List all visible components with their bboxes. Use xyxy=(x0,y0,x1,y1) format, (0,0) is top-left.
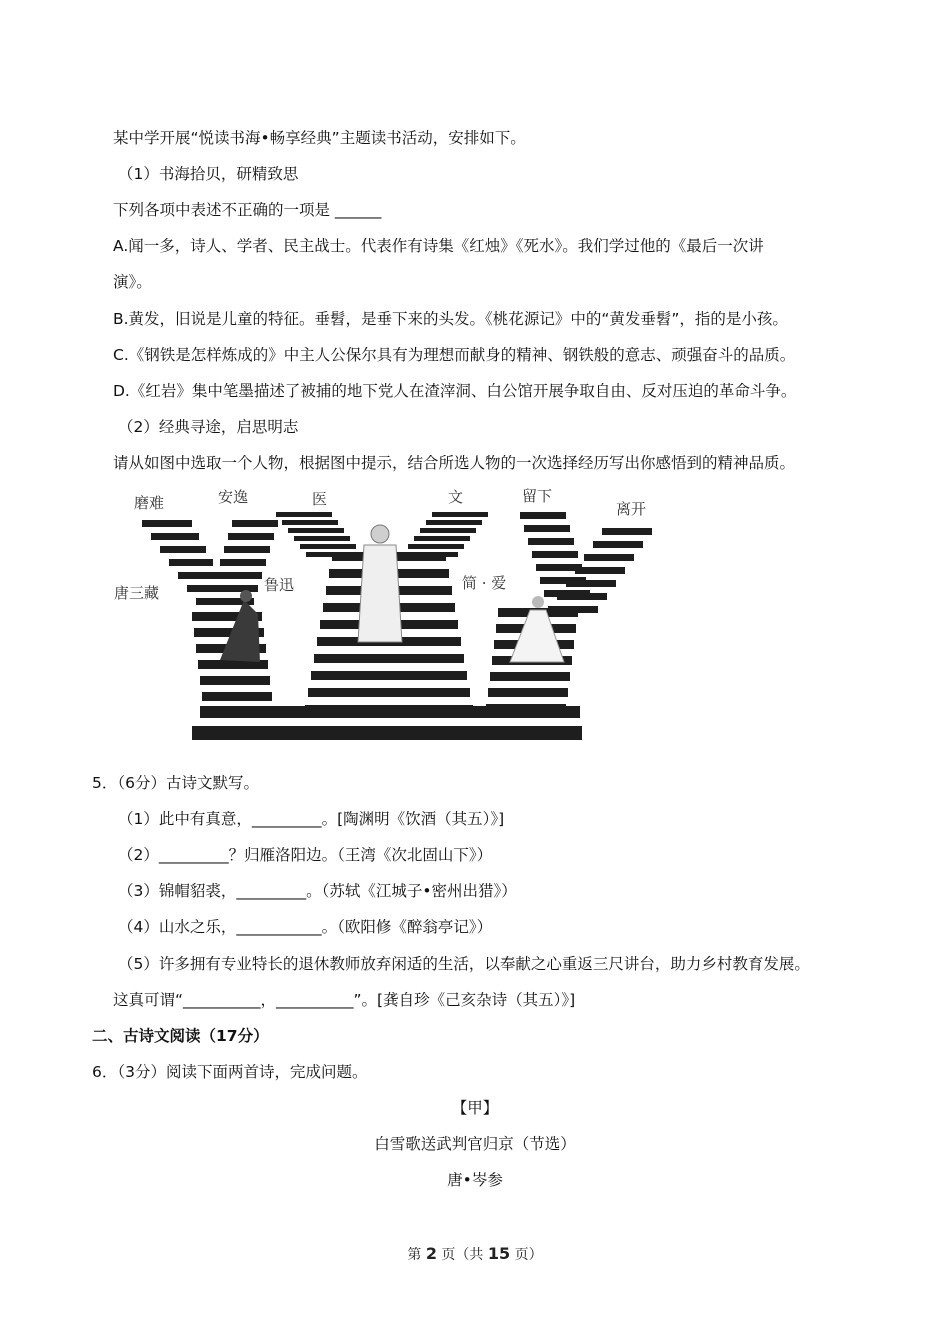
section2-heading: 二、古诗文阅读（17分） xyxy=(92,1027,269,1045)
option-d: D.《红岩》集中笔墨描述了被捕的地下党人在渣滓洞、白公馆开展争取自由、反对压迫的革命斗争。 xyxy=(113,382,797,400)
stair-step xyxy=(314,654,464,663)
part2-title: （2）经典寻途，启思明志 xyxy=(118,418,299,436)
part2-prompt: 请从如图中选取一个人物，根据图中提示，结合所选人物的一次选择经历写出你感悟到的精神品质。 xyxy=(113,454,796,472)
stair-step xyxy=(602,528,652,535)
stair-step xyxy=(536,564,582,571)
stair-step xyxy=(220,559,266,566)
stair-step xyxy=(204,708,274,717)
footer-pre: 第 xyxy=(407,1247,426,1263)
stair-step xyxy=(200,676,270,685)
stair-step xyxy=(294,536,350,541)
option-b: B.黄发，旧说是儿童的特征。垂髫，是垂下来的头发。《桃花源记》中的“黄发垂髫”，指的是小孩。 xyxy=(113,310,788,328)
poem-mark: 【甲】 xyxy=(451,1099,499,1117)
q6-title: 6．（3分）阅读下面两首诗，完成问题。 xyxy=(92,1063,368,1081)
stair-step xyxy=(544,590,590,597)
option-c: C.《钢铁是怎样炼成的》中主人公保尔具有为理想而献身的精神、钢铁般的意志、顽强奋斗的品质。 xyxy=(113,346,796,364)
stair-step xyxy=(402,552,458,557)
q5-item4: （4）山水之乐，___________。（欧阳修《醉翁亭记》） xyxy=(118,918,493,936)
stair-step xyxy=(432,512,488,517)
stair-step xyxy=(408,544,464,549)
stair-step xyxy=(169,559,213,566)
label-likai: 离开 xyxy=(616,500,647,518)
stair-step xyxy=(224,546,270,553)
q5-item2: （2）_________？归雁洛阳边。（王湾《次北固山下》） xyxy=(118,846,493,864)
q5-item5-line1: （5）许多拥有专业特长的退休教师放弃闲适的生活，以奉献之心重返三尺讲台，助力乡村教育发展。 xyxy=(118,955,810,973)
stair-step xyxy=(426,520,482,525)
stair-step xyxy=(308,688,470,697)
stair-step xyxy=(228,533,274,540)
label-luxun: 鲁迅 xyxy=(264,576,295,594)
part1-title: （1）书海拾贝，研精致思 xyxy=(118,165,299,183)
stair-step xyxy=(584,554,634,561)
stair-step xyxy=(540,577,586,584)
q5-title: 5．（6分）古诗文默写。 xyxy=(92,774,259,792)
footer-page-number: 2 xyxy=(425,1244,437,1263)
stair-step xyxy=(414,536,470,541)
stair-step xyxy=(520,512,566,519)
stair-step xyxy=(151,533,199,540)
stair-step xyxy=(488,688,568,697)
label-monan: 磨难 xyxy=(134,494,165,512)
label-wen: 文 xyxy=(448,488,464,506)
stair-step xyxy=(524,525,570,532)
stair-step xyxy=(311,671,467,680)
stair-step xyxy=(276,512,332,517)
stair-step xyxy=(212,585,258,592)
label-tangsanzang: 唐三藏 xyxy=(114,584,160,602)
page-footer xyxy=(0,1244,950,1264)
part1-prompt: 下列各项中表述不正确的一项是 ______ xyxy=(113,201,382,219)
stair-step xyxy=(528,538,574,545)
stair-step xyxy=(282,520,338,525)
option-a-line2: 演》。 xyxy=(113,273,152,291)
label-yi: 医 xyxy=(312,490,328,508)
staircase-figure xyxy=(112,482,660,744)
stair-step xyxy=(532,551,578,558)
option-a-line1: A.闻一多，诗人、学者、民主战士。代表作有诗集《红烛》《死水》。我们学过他的《最后一次讲 xyxy=(113,237,764,255)
footer-mid: 页（共 xyxy=(436,1247,488,1263)
poem-title: 白雪歌送武判官归京（节选） xyxy=(374,1135,576,1153)
stair-step xyxy=(486,704,566,713)
stair-step xyxy=(178,572,220,579)
stair-step xyxy=(142,520,192,527)
stair-step xyxy=(490,672,570,681)
label-jianai: 简 · 爱 xyxy=(462,574,507,592)
stair-step xyxy=(192,726,582,740)
stair-step xyxy=(288,528,344,533)
stair-step xyxy=(300,544,356,549)
stair-step xyxy=(232,520,278,527)
stair-step xyxy=(202,692,272,701)
stair-step xyxy=(593,541,643,548)
stair-step xyxy=(575,567,625,574)
footer-total-pages: 15 xyxy=(487,1244,511,1263)
stair-step xyxy=(216,572,262,579)
q5-item5-line2: 这真可谓“__________，__________”。[龚自珍《己亥杂诗（其五）》] xyxy=(113,991,576,1009)
stair-step xyxy=(420,528,476,533)
label-anyi: 安逸 xyxy=(218,488,249,506)
q5-item3: （3）锦帽貂裘，_________。（苏轼《江城子•密州出猎》） xyxy=(118,882,517,900)
poem-author: 唐•岑参 xyxy=(447,1171,503,1189)
stair-step xyxy=(160,546,206,553)
q5-item1: （1）此中有真意，_________。[陶渊明《饮酒（其五）》] xyxy=(118,810,505,828)
label-liuxia: 留下 xyxy=(522,487,553,505)
footer-post: 页） xyxy=(510,1247,543,1263)
intro-text: 某中学开展“悦读书海•畅享经典”主题读书活动，安排如下。 xyxy=(113,129,526,147)
stair-step xyxy=(306,552,362,557)
